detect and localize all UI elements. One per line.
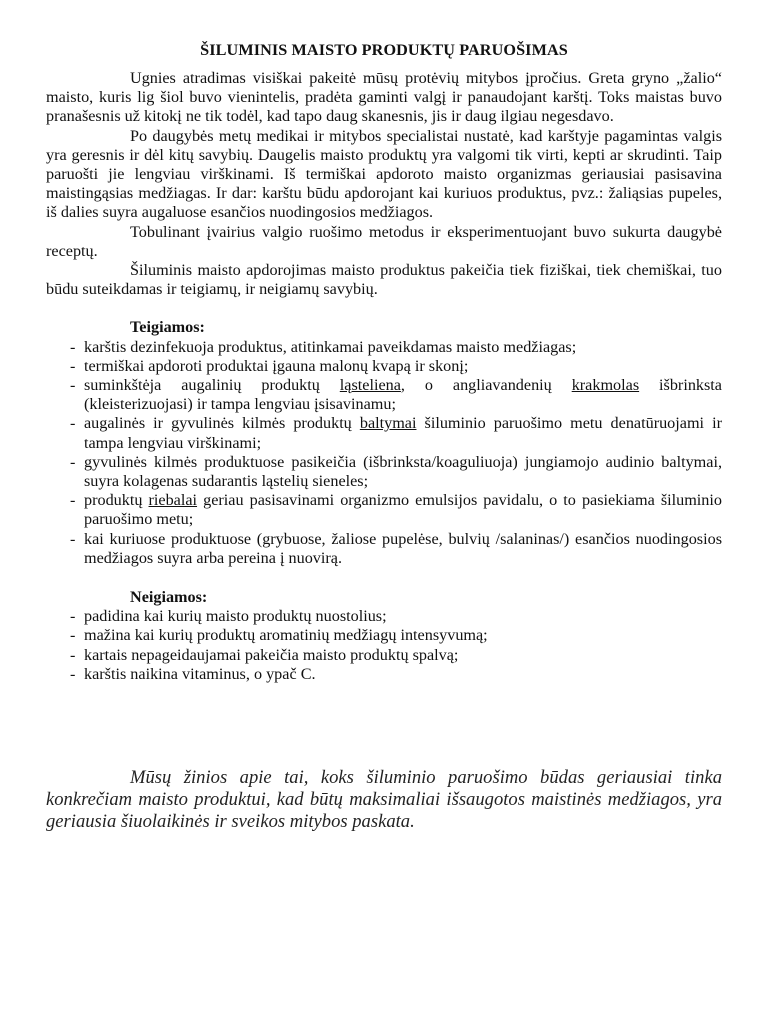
list-item: - produktų riebalai geriau pasisavinami organizmo emulsijos pavidalu, o to pasiekiama šiluminio paruošimo metu; bbox=[46, 491, 722, 529]
underlined-term: riebalai bbox=[148, 491, 198, 510]
list-item: - kai kuriuose produktuose (grybuose, žaliose pupelėse, bulvių /salaninas/) esančios nuodingosios medžiagos suyra arba pereina į nuovirą. bbox=[46, 530, 722, 568]
positives-heading: Teigiamos: bbox=[130, 318, 205, 337]
closing-paragraph: Mūsų žinios apie tai, koks šiluminio paruošimo būdas geriausiai tinka konkrečiam maisto produktui, kad būtų maksimaliai išsaugotos maistinės medžiagos, yra geriausia šiuolaikinės ir sveikos mitybos paskata. bbox=[46, 767, 722, 832]
list-item: - karštis naikina vitaminus, o ypač C. bbox=[46, 665, 722, 684]
underlined-term: ląsteliena bbox=[339, 376, 401, 395]
negatives-list bbox=[46, 607, 722, 684]
list-item: - karštis dezinfekuoja produktus, atitinkamai paveikdamas maisto medžiagas; bbox=[46, 338, 722, 357]
list-item: - padidina kai kurių maisto produktų nuostolius; bbox=[46, 607, 722, 626]
negatives-heading: Neigiamos: bbox=[130, 588, 208, 607]
document-title: ŠILUMINIS MAISTO PRODUKTŲ PARUOŠIMAS bbox=[200, 41, 568, 59]
paragraph-intro: Ugnies atradimas visiškai pakeitė mūsų protėvių mitybos įpročius. Greta gryno „žalio“ maisto, kuris lig šiol buvo vienintelis, pradėta gaminti valgį ir panaudojant karštį. Toks maistas buvo pranašesnis už kitokį ne tik todėl, kad tapo daug skanesnis, jis ir daug ilgiau negesdavo. bbox=[46, 69, 722, 126]
underlined-term: krakmolas bbox=[571, 376, 640, 395]
list-item: - gyvulinės kilmės produktuose pasikeičia (išbrinksta/koaguliuoja) jungiamojo audinio baltymai, suyra kolagenas sudarantis ląstelių sieneles; bbox=[46, 453, 722, 491]
list-item: - termiškai apdoroti produktai įgauna malonų kvapą ir skonį; bbox=[46, 357, 722, 376]
list-item: - augalinės ir gyvulinės kilmės produktų baltymai šiluminio paruošimo metu denatūruojami ir tampa lengviau virškinami; bbox=[46, 414, 722, 452]
paragraph-specialists: Po daugybės metų medikai ir mitybos specialistai nustatė, kad karštyje pagamintas valgis yra geresnis ir dėl kitų savybių. Daugelis maisto produktų yra valgomi tik virti, kepti ar skrudinti. Taip paruošti jie lengviau virškinami. Iš termiškai apdoroto maisto organizmas geriausiai pasisavina maistingąsias medžiagas. Ir dar: karštu būdu apdorojant kai kuriuos produktus, pvz.: žaliąsias pupeles, iš dalies suyra augaluose esančios nuodingosios medžiagos. bbox=[46, 126, 722, 222]
list-item: - kartais nepageidaujamai pakeičia maisto produktų spalvą; bbox=[46, 646, 722, 665]
paragraph-recipes: Tobulinant įvairius valgio ruošimo metodus ir eksperimentuojant buvo sukurta daugybė receptų. bbox=[46, 222, 722, 260]
underlined-term: baltymai bbox=[359, 414, 417, 433]
list-item: - suminkštėja augalinių produktų ląsteliena, o angliavandenių krakmolas išbrinksta (kleisterizuojasi) ir tampa lengviau įsisavinamu; bbox=[46, 376, 722, 414]
paragraph-effects: Šiluminis maisto apdorojimas maisto produktus pakeičia tiek fiziškai, tiek chemiškai, tuo būdu suteikdamas ir teigiamų, ir neigiamų savybių. bbox=[46, 261, 722, 299]
document-body bbox=[46, 69, 722, 684]
positives-list bbox=[46, 338, 722, 568]
list-item: - mažina kai kurių produktų aromatinių medžiagų intensyvumą; bbox=[46, 626, 722, 645]
